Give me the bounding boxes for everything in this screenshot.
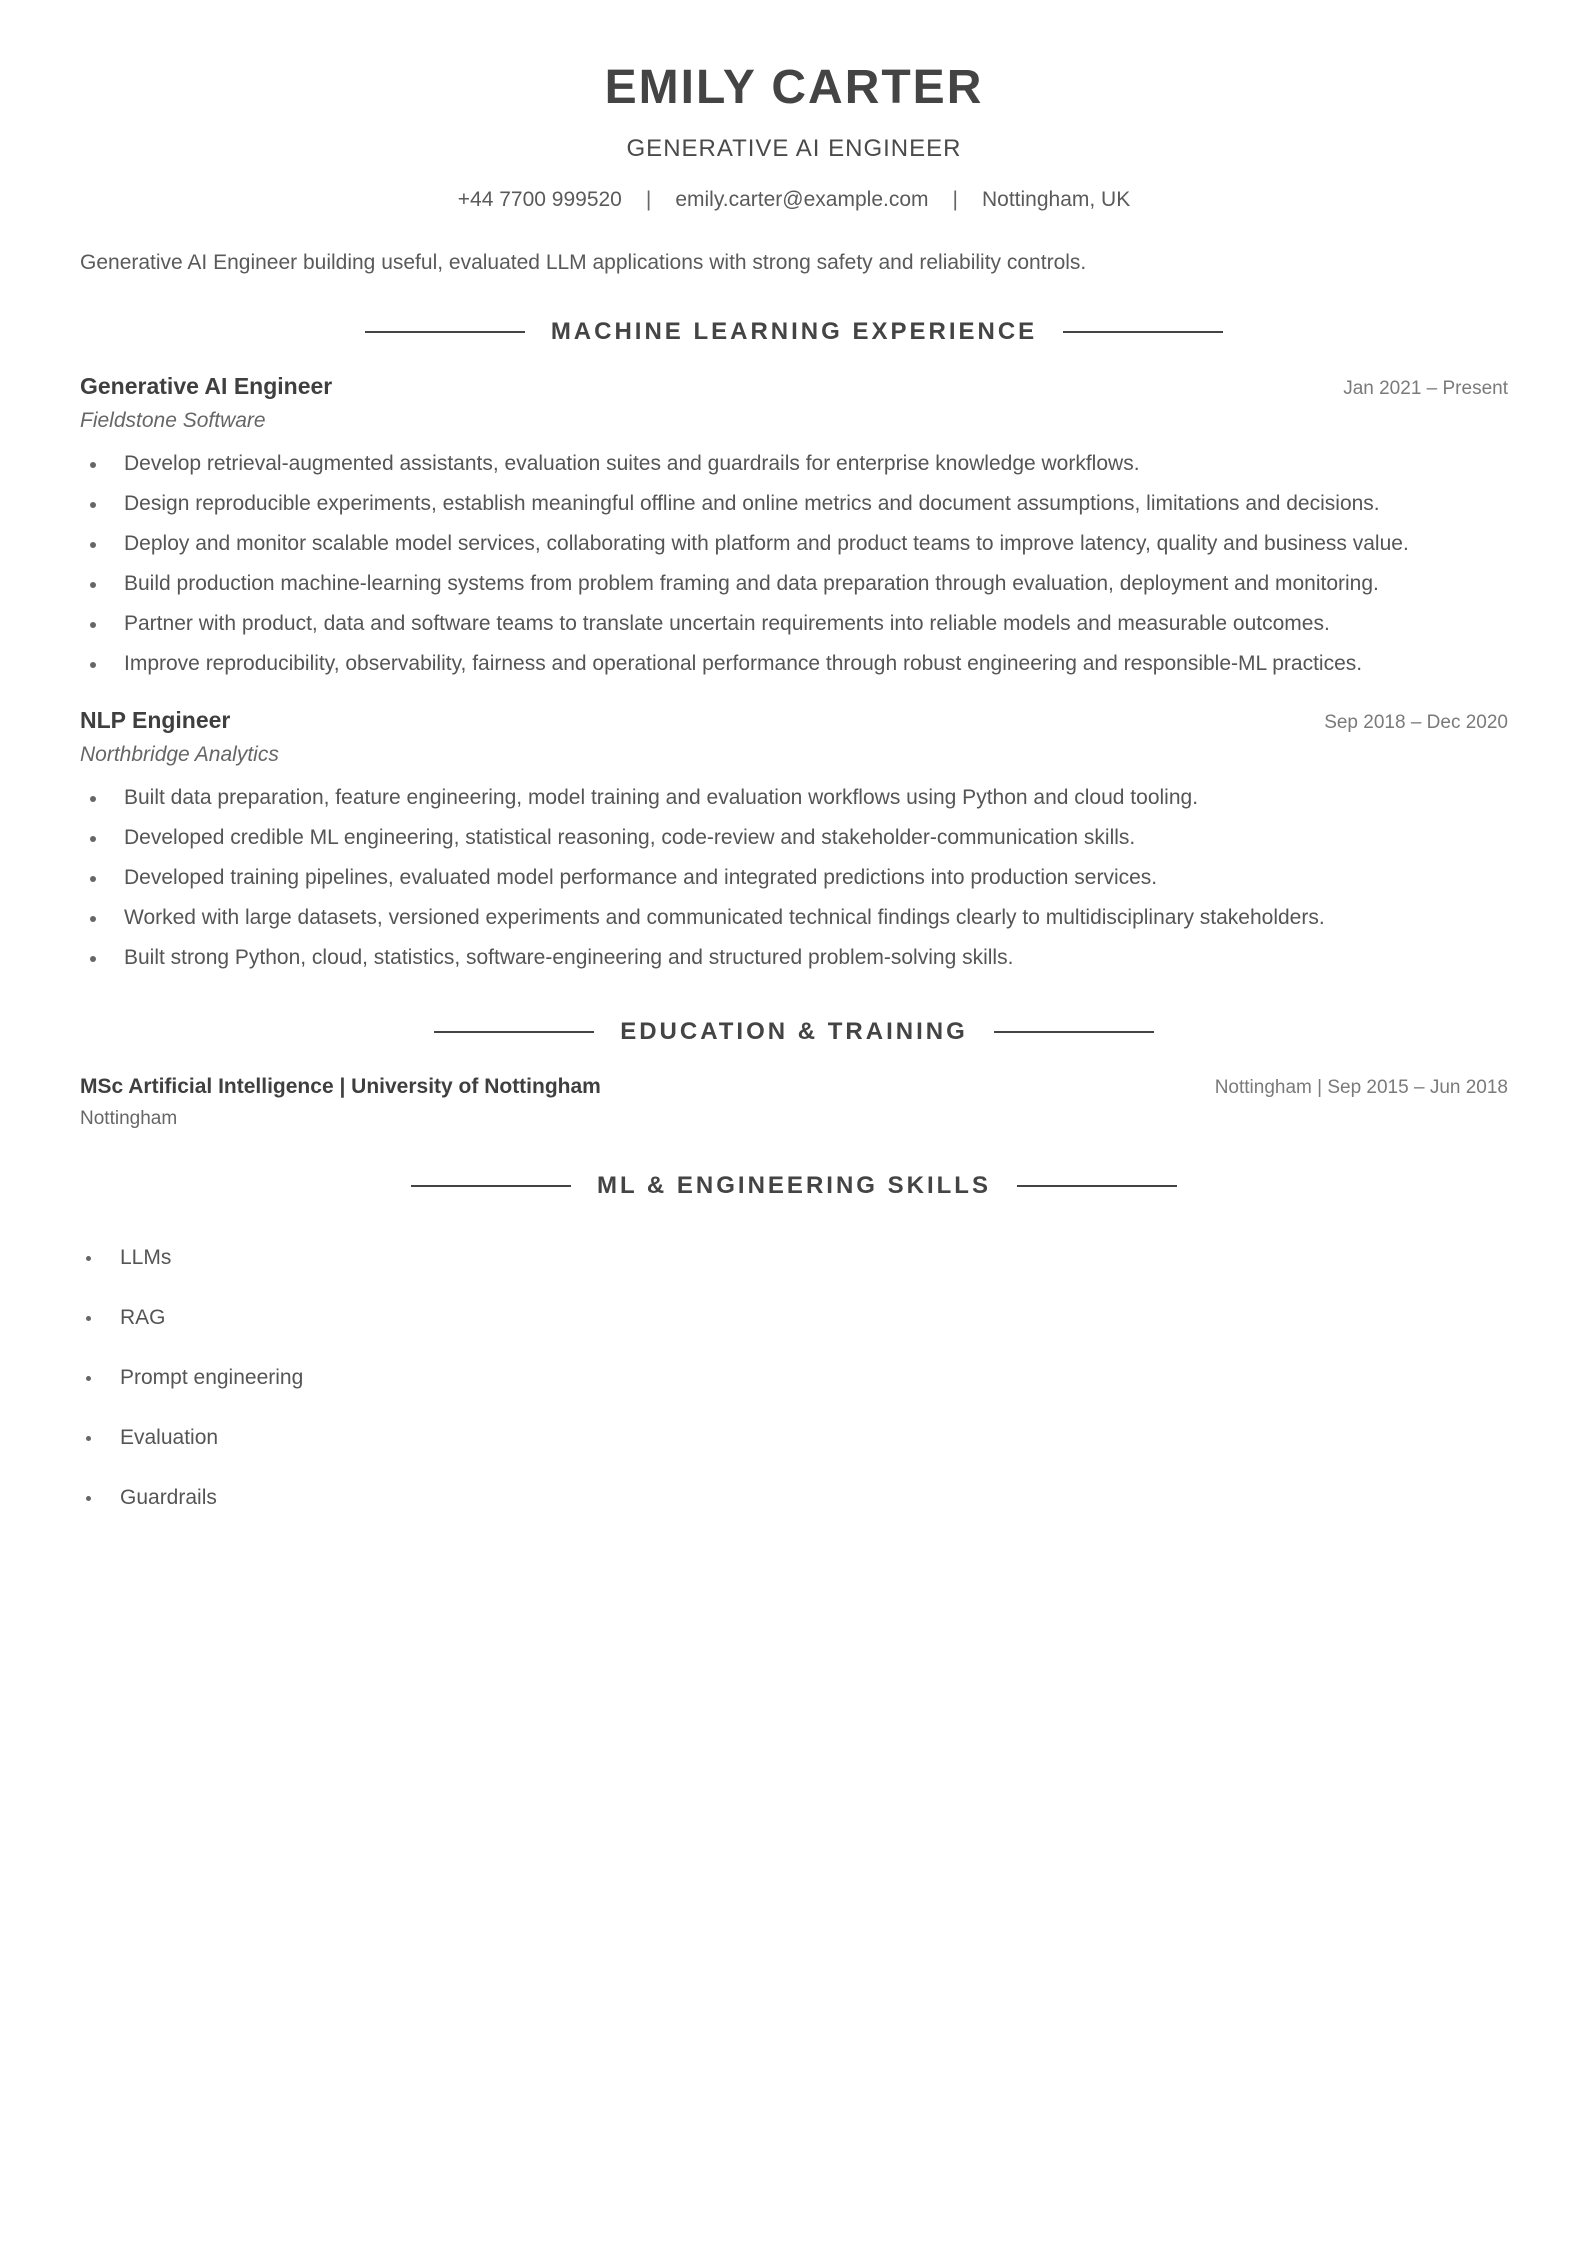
- candidate-name: EMILY CARTER: [604, 61, 984, 114]
- job-entry: [80, 370, 1508, 684]
- list-item: Build production machine-learning systems from problem framing and data preparation through evaluation, deployment and monitoring.: [80, 564, 1508, 604]
- list-item: Improve reproducibility, observability, fairness and operational performance through robust engineering and responsible-ML practices.: [80, 644, 1508, 684]
- skills-section-heading: [80, 1168, 1508, 1204]
- section-title: MACHINE LEARNING EXPERIENCE: [550, 318, 1038, 345]
- experience-section-heading: [80, 314, 1508, 350]
- list-item: Worked with large datasets, versioned experiments and communicated technical findings clearly to multidisciplinary stakeholders.: [80, 898, 1508, 938]
- heading-rule-left: [365, 331, 525, 333]
- phone-number: +44 7700 999520: [457, 188, 622, 211]
- contact-separator: |: [952, 188, 958, 211]
- degree-and-school: MSc Artificial Intelligence | University of Nottingham: [80, 1075, 601, 1098]
- skill-item: Evaluation: [80, 1408, 1508, 1468]
- skill-item: Prompt engineering: [80, 1348, 1508, 1408]
- heading-rule-left: [411, 1185, 571, 1187]
- list-item: Built data preparation, feature engineering, model training and evaluation workflows using Python and cloud tooling.: [80, 778, 1508, 818]
- list-item: Deploy and monitor scalable model services, collaborating with platform and product teams to improve latency, quality and business value.: [80, 524, 1508, 564]
- section-title: EDUCATION & TRAINING: [620, 1018, 968, 1045]
- company-name: Fieldstone Software: [80, 409, 266, 432]
- list-item: Built strong Python, cloud, statistics, software-engineering and structured problem-solving skills.: [80, 938, 1508, 978]
- skill-item: Guardrails: [80, 1468, 1508, 1528]
- contact-separator: |: [645, 188, 652, 211]
- skills-list: [80, 1228, 1508, 1528]
- heading-rule-right: [1017, 1185, 1177, 1187]
- job-title: NLP Engineer: [80, 707, 231, 733]
- section-title: ML & ENGINEERING SKILLS: [597, 1172, 991, 1199]
- heading-rule-right: [994, 1031, 1154, 1033]
- location: Nottingham, UK: [981, 188, 1131, 211]
- education-location: Nottingham: [80, 1108, 178, 1129]
- job-title-heading: GENERATIVE AI ENGINEER: [626, 135, 962, 162]
- education-meta: Nottingham | Sep 2015 – Jun 2018: [1214, 1077, 1508, 1098]
- email-address: emily.carter@example.com: [675, 188, 929, 211]
- job-entry: [80, 704, 1508, 978]
- company-name: Northbridge Analytics: [80, 743, 279, 766]
- job-bullets: [80, 778, 1508, 978]
- education-section-heading: [80, 1014, 1508, 1050]
- skill-item: RAG: [80, 1288, 1508, 1348]
- profile-summary: Generative AI Engineer building useful, evaluated LLM applications with strong safety and reliability controls.: [80, 251, 1087, 274]
- job-title: Generative AI Engineer: [80, 373, 333, 399]
- job-dates: Sep 2018 – Dec 2020: [1324, 712, 1508, 733]
- list-item: Design reproducible experiments, establish meaningful offline and online metrics and document assumptions, limitations and decisions.: [80, 484, 1508, 524]
- list-item: Develop retrieval-augmented assistants, evaluation suites and guardrails for enterprise knowledge workflows.: [80, 444, 1508, 484]
- heading-rule-left: [434, 1031, 594, 1033]
- list-item: Developed training pipelines, evaluated model performance and integrated predictions into production services.: [80, 858, 1508, 898]
- skill-item: LLMs: [80, 1228, 1508, 1288]
- heading-rule-right: [1063, 331, 1223, 333]
- contact-line: [80, 186, 1508, 214]
- list-item: Developed credible ML engineering, statistical reasoning, code-review and stakeholder-communication skills.: [80, 818, 1508, 858]
- job-dates: Jan 2021 – Present: [1343, 378, 1508, 399]
- job-bullets: [80, 444, 1508, 684]
- education-entry: [80, 1072, 1508, 1132]
- list-item: Partner with product, data and software teams to translate uncertain requirements into reliable models and measurable outcomes.: [80, 604, 1508, 644]
